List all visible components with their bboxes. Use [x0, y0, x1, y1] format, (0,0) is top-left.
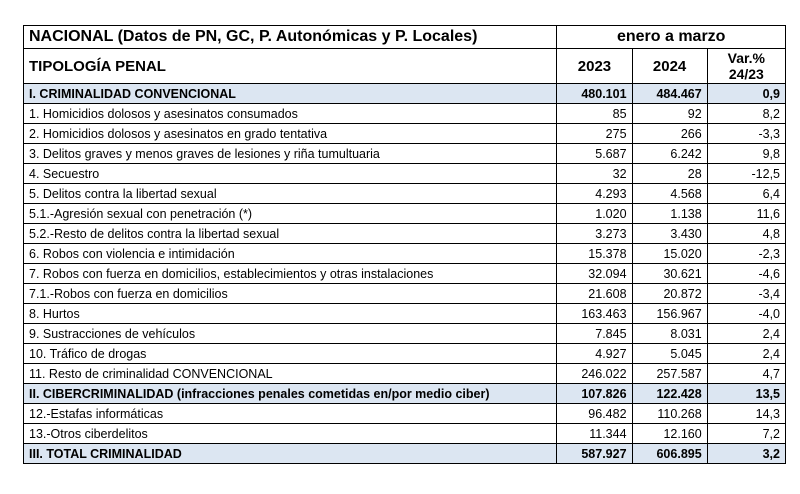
- variation-value: 4,7: [707, 364, 785, 384]
- table-section-row: [24, 384, 786, 404]
- variation-value: 7,2: [707, 424, 785, 444]
- row-label: 8. Hurtos: [24, 304, 557, 324]
- variation-header-line1: Var.%: [727, 50, 766, 66]
- value-2024: 20.872: [632, 284, 707, 304]
- table-row: [24, 304, 786, 324]
- value-2023: 1.020: [557, 204, 632, 224]
- variation-value: -4,6: [707, 264, 785, 284]
- table-row: [24, 224, 786, 244]
- variation-value: 2,4: [707, 344, 785, 364]
- table-row: [24, 144, 786, 164]
- variation-value: 13,5: [707, 384, 785, 404]
- variation-value: 4,8: [707, 224, 785, 244]
- variation-value: 3,2: [707, 444, 785, 464]
- value-2024: 8.031: [632, 324, 707, 344]
- row-label: 4. Secuestro: [24, 164, 557, 184]
- table-body: [24, 26, 786, 464]
- variation-value: 8,2: [707, 104, 785, 124]
- value-2024: 12.160: [632, 424, 707, 444]
- row-label: II. CIBERCRIMINALIDAD (infracciones penales cometidas en/por medio ciber): [24, 384, 557, 404]
- value-2024: 122.428: [632, 384, 707, 404]
- value-2023: 107.826: [557, 384, 632, 404]
- table-row: [24, 104, 786, 124]
- value-2024: 110.268: [632, 404, 707, 424]
- variation-value: 2,4: [707, 324, 785, 344]
- variation-value: -4,0: [707, 304, 785, 324]
- value-2024: 257.587: [632, 364, 707, 384]
- table-row: [24, 424, 786, 444]
- value-2024: 6.242: [632, 144, 707, 164]
- value-2024: 28: [632, 164, 707, 184]
- row-label: III. TOTAL CRIMINALIDAD: [24, 444, 557, 464]
- value-2023: 32.094: [557, 264, 632, 284]
- value-2023: 480.101: [557, 84, 632, 104]
- value-2024: 1.138: [632, 204, 707, 224]
- value-2023: 587.927: [557, 444, 632, 464]
- value-2024: 30.621: [632, 264, 707, 284]
- variation-value: 0,9: [707, 84, 785, 104]
- row-label: 11. Resto de criminalidad CONVENCIONAL: [24, 364, 557, 384]
- value-2023: 4.927: [557, 344, 632, 364]
- value-2024: 3.430: [632, 224, 707, 244]
- row-label: 13.-Otros ciberdelitos: [24, 424, 557, 444]
- value-2024: 484.467: [632, 84, 707, 104]
- table-section-row: [24, 444, 786, 464]
- table-row: [24, 204, 786, 224]
- value-2023: 4.293: [557, 184, 632, 204]
- row-label: 5.2.-Resto de delitos contra la libertad sexual: [24, 224, 557, 244]
- value-2024: 4.568: [632, 184, 707, 204]
- value-2023: 246.022: [557, 364, 632, 384]
- table-row: [24, 244, 786, 264]
- year-2024-header: 2024: [632, 49, 707, 84]
- row-label: 2. Homicidios dolosos y asesinatos en grado tentativa: [24, 124, 557, 144]
- table-row: [24, 404, 786, 424]
- value-2023: 21.608: [557, 284, 632, 304]
- typology-header: TIPOLOGÍA PENAL: [24, 49, 557, 84]
- value-2023: 85: [557, 104, 632, 124]
- variation-value: 14,3: [707, 404, 785, 424]
- variation-value: -3,4: [707, 284, 785, 304]
- variation-value: -2,3: [707, 244, 785, 264]
- table-title-row: [24, 26, 786, 49]
- row-label: 3. Delitos graves y menos graves de lesiones y riña tumultuaria: [24, 144, 557, 164]
- row-label: 5. Delitos contra la libertad sexual: [24, 184, 557, 204]
- row-label: 5.1.-Agresión sexual con penetración (*): [24, 204, 557, 224]
- table-row: [24, 324, 786, 344]
- value-2023: 32: [557, 164, 632, 184]
- value-2023: 163.463: [557, 304, 632, 324]
- variation-value: -3,3: [707, 124, 785, 144]
- value-2024: 15.020: [632, 244, 707, 264]
- table-row: [24, 364, 786, 384]
- value-2024: 5.045: [632, 344, 707, 364]
- year-2023-header: 2023: [557, 49, 632, 84]
- value-2023: 5.687: [557, 144, 632, 164]
- value-2023: 11.344: [557, 424, 632, 444]
- variation-header: [707, 49, 785, 84]
- table-row: [24, 344, 786, 364]
- variation-value: 9,8: [707, 144, 785, 164]
- value-2023: 7.845: [557, 324, 632, 344]
- value-2024: 156.967: [632, 304, 707, 324]
- row-label: 9. Sustracciones de vehículos: [24, 324, 557, 344]
- row-label: 7.1.-Robos con fuerza en domicilios: [24, 284, 557, 304]
- table-row: [24, 284, 786, 304]
- row-label: 6. Robos con violencia e intimidación: [24, 244, 557, 264]
- table-section-row: [24, 84, 786, 104]
- value-2024: 266: [632, 124, 707, 144]
- row-label: 12.-Estafas informáticas: [24, 404, 557, 424]
- row-label: 1. Homicidios dolosos y asesinatos consumados: [24, 104, 557, 124]
- value-2024: 92: [632, 104, 707, 124]
- table-row: [24, 164, 786, 184]
- value-2023: 275: [557, 124, 632, 144]
- variation-value: -12,5: [707, 164, 785, 184]
- crime-statistics-table: [23, 25, 786, 464]
- value-2023: 3.273: [557, 224, 632, 244]
- row-label: I. CRIMINALIDAD CONVENCIONAL: [24, 84, 557, 104]
- value-2023: 15.378: [557, 244, 632, 264]
- row-label: 7. Robos con fuerza en domicilios, establecimientos y otras instalaciones: [24, 264, 557, 284]
- table-row: [24, 264, 786, 284]
- period-header: enero a marzo: [557, 26, 786, 49]
- table-row: [24, 184, 786, 204]
- variation-header-line2: 24/23: [728, 66, 764, 82]
- value-2023: 96.482: [557, 404, 632, 424]
- table-row: [24, 124, 786, 144]
- column-header-row: [24, 49, 786, 84]
- row-label: 10. Tráfico de drogas: [24, 344, 557, 364]
- variation-value: 6,4: [707, 184, 785, 204]
- value-2024: 606.895: [632, 444, 707, 464]
- variation-value: 11,6: [707, 204, 785, 224]
- table-title: NACIONAL (Datos de PN, GC, P. Autonómicas y P. Locales): [24, 26, 557, 49]
